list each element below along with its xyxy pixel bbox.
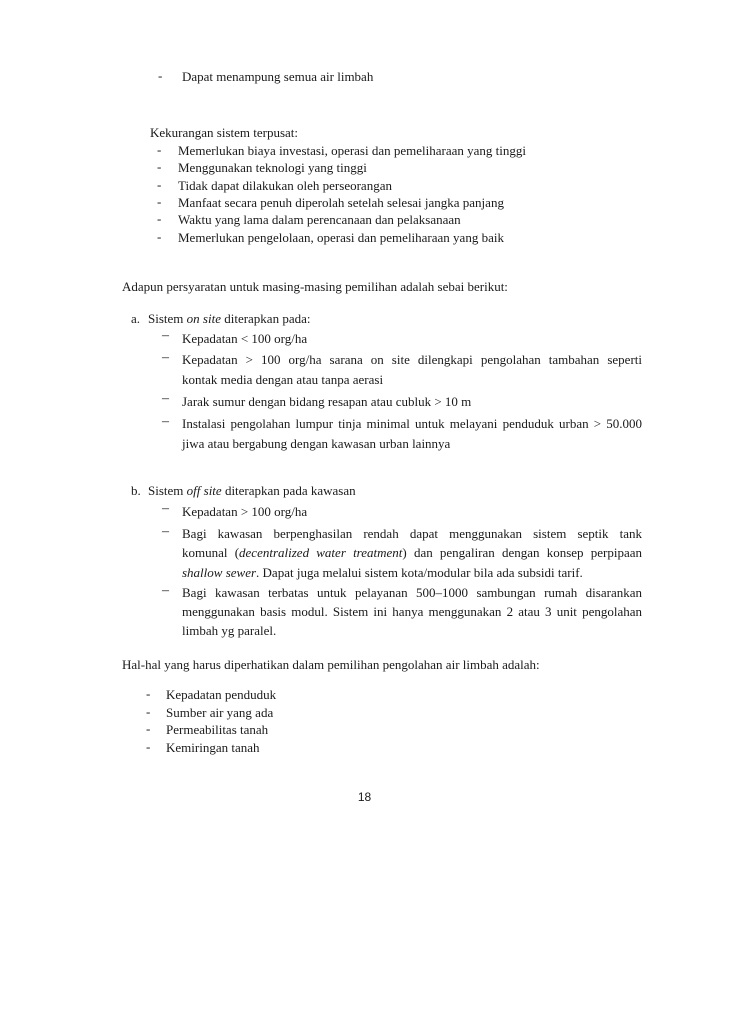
list-item: Kepadatan penduduk	[166, 687, 277, 702]
bullet-dash: -	[157, 211, 162, 226]
list-item: Kemiringan tanah	[166, 740, 260, 755]
bullet-dash: –	[162, 501, 169, 516]
bullet-dash: -	[157, 159, 162, 174]
list-item-continuation: limbah yg paralel.	[182, 623, 277, 638]
list-item: Dapat menampung semua air limbah	[182, 69, 374, 84]
paragraph: Adapun persyaratan untuk masing-masing pemilihan adalah sebai berikut:	[122, 279, 508, 294]
bullet-dash: -	[158, 68, 163, 83]
bullet-dash: -	[146, 739, 151, 754]
list-item: Bagi kawasan terbatas untuk pelayanan 500–1000 sambungan rumah disarankan	[182, 585, 642, 600]
paragraph: Hal-hal yang harus diperhatikan dalam pemilihan pengolahan air limbah adalah:	[122, 657, 540, 672]
list-item: Menggunakan teknologi yang tinggi	[178, 160, 367, 175]
bullet-dash: –	[162, 524, 169, 539]
list-item: Manfaat secara penuh diperolah setelah selesai jangka panjang	[178, 195, 504, 210]
list-item: Waktu yang lama dalam perencanaan dan pelaksanaan	[178, 212, 461, 227]
list-item: Instalasi pengolahan lumpur tinja minimal untuk melayani penduduk urban > 50.000	[182, 416, 642, 431]
bullet-dash: –	[162, 391, 169, 406]
bullet-dash: –	[162, 414, 169, 429]
list-item: Kepadatan < 100 org/ha	[182, 331, 308, 346]
list-item: Bagi kawasan berpenghasilan rendah dapat menggunakan sistem septik tank	[182, 526, 642, 541]
list-item-continuation: komunal (decentralized water treatment) dan pengaliran dengan konsep perpipaan	[182, 545, 642, 560]
bullet-dash: –	[162, 328, 169, 343]
sub-heading: Sistem on site diterapkan pada:	[148, 311, 311, 326]
list-item: Kepadatan > 100 org/ha sarana on site dilengkapi pengolahan tambahan seperti	[182, 352, 642, 367]
bullet-dash: -	[146, 721, 151, 736]
list-marker: b.	[131, 483, 141, 498]
list-item-continuation: shallow sewer. Dapat juga melalui sistem kota/modular bila ada subsidi tarif.	[182, 565, 583, 580]
list-item: Memerlukan biaya investasi, operasi dan pemeliharaan yang tinggi	[178, 143, 526, 158]
list-item: Jarak sumur dengan bidang resapan atau cubluk > 10 m	[182, 394, 472, 409]
list-item: Tidak dapat dilakukan oleh perseorangan	[178, 178, 392, 193]
list-item: Memerlukan pengelolaan, operasi dan pemeliharaan yang baik	[178, 230, 504, 245]
bullet-dash: –	[162, 350, 169, 365]
page-number: 18	[357, 790, 372, 804]
list-marker: a.	[131, 311, 141, 326]
bullet-dash: -	[157, 142, 162, 157]
bullet-dash: -	[157, 229, 162, 244]
list-item-continuation: menggunakan basis modul. Sistem ini hanya menggunakan 2 atau 3 unit pengolahan	[182, 604, 642, 619]
list-item: Sumber air yang ada	[166, 705, 274, 720]
list-item-continuation: jiwa atau bergabung dengan kawasan urban lainnya	[182, 436, 451, 451]
bullet-dash: -	[146, 704, 151, 719]
section-heading: Kekurangan sistem terpusat:	[150, 125, 299, 140]
list-item: Permeabilitas tanah	[166, 722, 269, 737]
bullet-dash: -	[157, 177, 162, 192]
list-item: Kepadatan > 100 org/ha	[182, 504, 308, 519]
sub-heading: Sistem off site diterapkan pada kawasan	[148, 483, 356, 498]
bullet-dash: -	[157, 194, 162, 209]
bullet-dash: –	[162, 583, 169, 598]
list-item-continuation: kontak media dengan atau tanpa aerasi	[182, 372, 384, 387]
bullet-dash: -	[146, 686, 151, 701]
